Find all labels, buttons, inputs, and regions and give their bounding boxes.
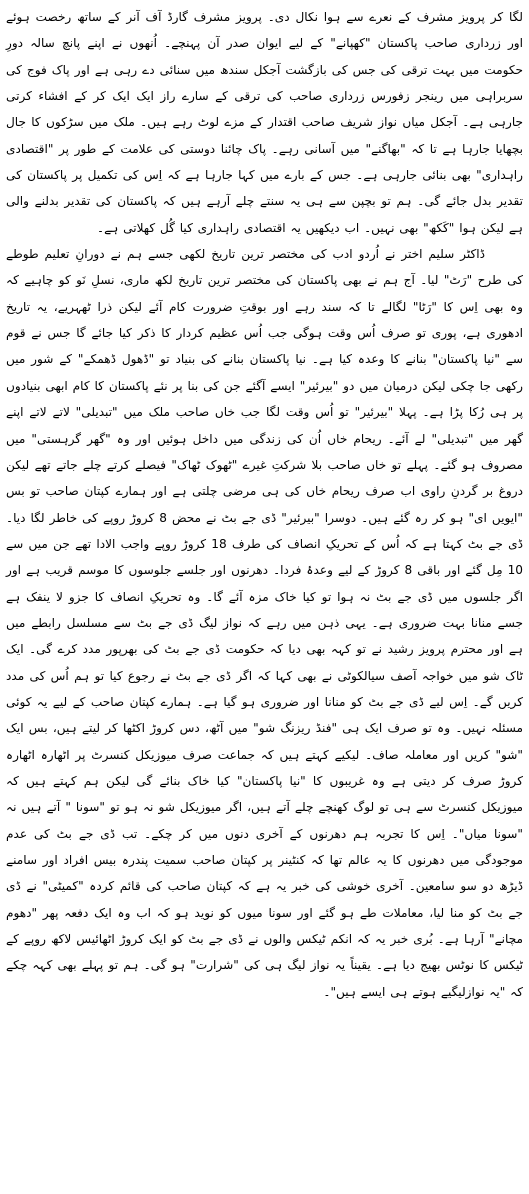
article-paragraph: ڈاکٹر سلیم اختر نے اُردو ادب کی مختصر ترین تاریخ لکھی جسے ہم نے دورانِ تعلیم طوطے کی طرح "رَٹ" لیا۔ آج ہم نے بھی پاکستان کی مختصر ترین تاریخ لکھ ماری، نسلِ نَو کو چاہیے کہ وہ بھی اِس کا "رَٹا" لگالے تا کہ سند رہے اور بوقتِ ضرورت کام آئے لیکن ذرا ٹھہریے، یہ تاریخ ادھوری ہے، پوری تو صرف اُس وقت ہوگی جب اُس عظیم کردار کا ذکر کیا جائے گا جس نے قوم سے "نیا پاکستان" بنانے کا وعدہ کیا ہے۔ نیا پاکستان بنانے کی بنیاد تو "ڈھول ڈھمکے" کے شور میں رکھی جا چکی لیکن درمیان میں دو "بیرئیر" ایسے آگئے جن کی بنا پر نئے پاکستان کا کام ابھی بنیادوں پر ہی رُکا پڑا ہے۔ پہلا "بیرئیر" تو اُس وقت لگا جب خاں صاحب ملک میں "تبدیلی" لاتے لاتے اپنے گھر میں "تبدیلی" لے آئے۔ ریحام خاں اُن کی زندگی میں داخل ہوئیں اور وہ "گھر گرہستی" میں مصروف ہو گئے۔ پہلے تو خاں صاحب بلا شرکتِ غیرے "ٹھوک ٹھاک" فیصلے کرتے چلے جاتے تھے لیکن دروغ بر گردنِ راوی اب صرف ریحام خاں کی ہی مرضی چلتی ہے اور ہمارے کپتان صاحب تو بس "ایویں ای" ہو کر رہ گئے ہیں۔ دوسرا "بیرئیر" ڈی جے بٹ نے محض 8 کروڑ روپے کی خاطر لگا دیا۔ ڈی جے بٹ کہتا ہے کہ اُس کے تحریکِ انصاف کی طرف 18 کروڑ روپے واجب الادا تھے جن میں سے 10 مِل گئے اور باقی 8 کروڑ کے لیے وعدۂ فردا۔ دھرنوں اور جلسے جلوسوں کا موسم قریب ہے اور اگر جلسوں میں ڈی جے بٹ نہ ہوا تو کیا خاک مزہ آئے گا۔ وہ تحریکِ انصاف کا جزو لا ینفک ہے جسے منانا بہت ضروری ہے۔ یہی ذہن میں رہے کہ نواز لیگ ڈی جے بٹ سے مسلسل رابطے میں ہے اور محترم پرویز رشید نے تو کہہ بھی دیا کہ حکومت ڈی جے بٹ کی بھرپور مدد کرے گی۔ ایک ٹاک شو میں خواجہ آصف سیالکوٹی نے بھی کہا کہ اگر ڈی جے بٹ نے رجوع کیا تو ہم اُس کی مدد کریں گے۔ اِس لیے ڈی جے بٹ کو منانا اور ضروری ہو گیا ہے۔ ہمارے کپتان صاحب کے لیے یہ کوئی مسئلہ نہیں۔ وہ تو صرف ایک ہی "فنڈ ریزنگ شو" میں آٹھ، دس کروڑ اکٹھا کر لیتے ہیں، بس ایک "شو" کریں اور معاملہ صاف۔ لیکیے کہتے ہیں کہ جماعت صرف میوزیکل کنسرٹ پر اٹھارہ اٹھارہ کروڑ صرف کر دیتی ہے وہ غریبوں کا "نیا پاکستان" کیا خاک بنائے گی لیکن ہم کہتے ہیں کہ میوزیکل کنسرٹ سے ہی تو لوگ کھنچے چلے آتے ہیں، اگر میوزیکل شو نہ ہو تو "سونا " آتے ہیں نہ "سونا میاں"۔ اِس کا تجربہ ہم دھرنوں کے آخری دنوں میں کر چکے۔ تب ڈی جے بٹ کی عدم موجودگی میں دھرنوں کا یہ عالم تھا کہ کنٹینر پر کپتان صاحب سمیت پندرہ بیس افراد اور سامنے ڈیڑھ دو سو سامعین۔ آخری خوشی کی خبر یہ ہے کہ کپتان صاحب کی قائم کردہ "کمیٹی" نے ڈی جے بٹ کو منا لیا، معاملات طے ہو گئے اور سونا میوں کو نوید ہو کہ اب وہ ایک دفعہ پھر "دھوم مچانے" آرہا ہے۔ بُری خبر یہ کہ انکم ٹیکس والوں نے ڈی جے بٹ کو ایک کروڑ اٹھائیس لاکھ روپے کے ٹیکس کا نوٹس بھیج دیا ہے۔ یقیناً یہ نواز لیگ ہی کی "شرارت" ہو گی۔ ہم تو پہلے بھی کہہ چکے کہ "یہ نوازلیگیے ہوتے ہی ایسے ہیں"۔ — [6, 247, 523, 999]
article-paragraph: لگا کر پرویز مشرف کے نعرے سے ہوا نکال دی۔ پرویز مشرف گارڈ آف آنر کے ساتھ رخصت ہوئے اور زرداری صاحب پاکستان "کھپانے" کے لیے ایوان صدر آن پہنچے۔ اُنھوں نے اپنے پانچ سالہ دورِ حکومت میں بہت ترقی کی جس کی بازگشت آجکل سندھ میں سنائی دے رہی ہے اور پاک فوج کی سربراہی میں رینجر زفورس زرداری صاحب کی ترقی کے سارے راز ایک ایک کر کے افشاء کرتی جارہی ہے۔ آجکل میاں نواز شریف صاحب اقتدار کے مزے لوٹ رہے ہیں۔ ملک میں سڑکوں کا جال بچھایا جارہا ہے تا کہ "بھاگنے" میں آسانی رہے۔ پاک چائنا دوستی کی علامت کے طور پر "اقتصادی راہداری" بھی بنائی جارہی ہے۔ جس کے بارے میں کہا جارہا ہے کہ اِس کی تکمیل پر پاکستان کی تقدیر بدل جائے گی۔ ہم تو بچپن سے ہی یہ سنتے چلے آرہے ہیں کہ پاکستان کی تقدیر بدلنے والی ہے لیکن ہوا "کَکھ" بھی نہیں۔ اب دیکھیں یہ اقتصادی راہداری کیا گُل کھلاتی ہے۔ — [6, 10, 523, 235]
